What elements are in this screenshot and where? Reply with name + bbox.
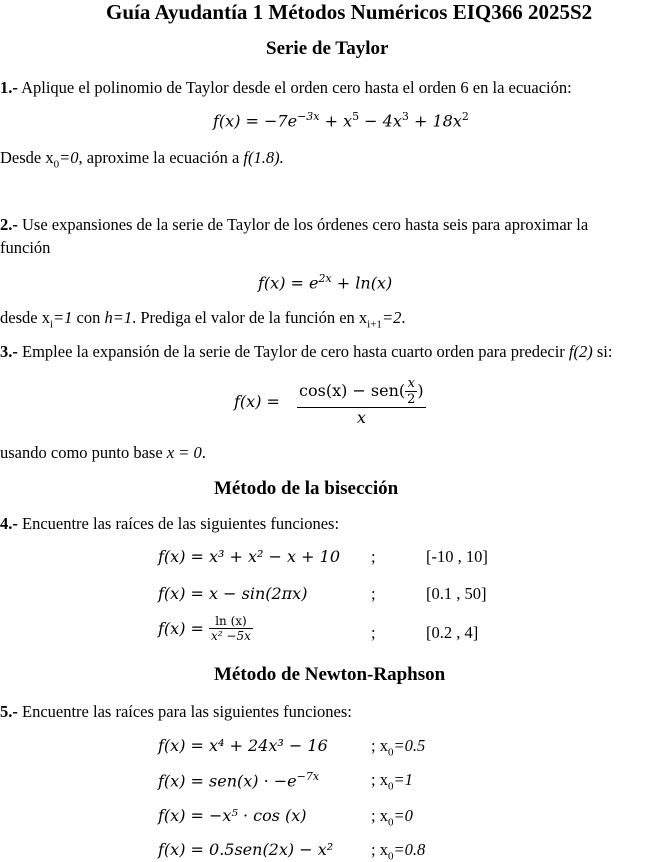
- problem-5-row-1: f(x) = x⁴ + 24x³ − 16: [158, 736, 328, 755]
- problem-4-row-1-separator: ;: [371, 547, 376, 566]
- problem-5-row-1-start: ; $x_0=0.5$: [371, 736, 426, 759]
- problem-5-statement: 5.- Encuentre las raíces para las siguientes funciones:: [0, 702, 352, 721]
- section-heading-newton: Método de Newton-Raphson: [214, 664, 446, 685]
- problem-2-statement: 2.- Use expansiones de la serie de Taylor de los órdenes cero hasta seis para aproximar la: [0, 215, 589, 234]
- problem-5-row-3: f(x) = −x⁵ · cos (x): [158, 806, 307, 825]
- problem-4-number: 4.-: [0, 514, 18, 533]
- problem-1-number: 1.-: [0, 78, 18, 97]
- problem-1-text: Aplique el polinomio de Taylor desde el orden cero hasta el orden 6 en la ecuación:: [17, 78, 572, 97]
- problem-2-statement-cont: función: [0, 238, 51, 257]
- problem-4-row-1-interval: [-10 , 10]: [426, 547, 488, 566]
- problem-4-row-3-separator: ;: [371, 623, 376, 642]
- problem-5-row-2: $f(x) = sen(x) \cdot -e^{-7x}$: [158, 770, 320, 791]
- problem-5-row-4: f(x) = 0.5sen(2x) − x²: [158, 840, 334, 859]
- problem-4-row-1: f(x) = x³ + x² − x + 10: [158, 547, 340, 566]
- problem-3-description: usando como punto base x = 0.: [0, 443, 206, 462]
- problem-1-description: Desde $x_0=0$, aproxime la ecuación a f(1.8).: [0, 148, 284, 171]
- problem-5-row-3-start: ; $x_0=0$: [371, 806, 413, 829]
- problem-5-row-4-start: ; $x_0=0.8$: [371, 840, 426, 862]
- problem-4-row-3: f(x) = $\frac{\ln (x)}{\text{x² −5x}}$: [158, 614, 251, 643]
- page-title: Guía Ayudantía 1 Métodos Numéricos EIQ366 2025S2: [106, 0, 593, 24]
- problem-4-row-2-separator: ;: [371, 584, 376, 603]
- problem-4-row-2-interval: [0.1 , 50]: [426, 584, 487, 603]
- problem-2-number: 2.-: [0, 215, 18, 234]
- problem-2-description: desde $x_i=1$ con h=1. Prediga el valor de la función en $x_{i+1}=2$.: [0, 308, 406, 331]
- problem-2-equation: $f(x) = e^{2x} + \ln(x)$: [258, 272, 393, 293]
- problem-1-equation: $f(x) = -7e^{-3x} + x^5 - 4x^3 + 18x^2$: [213, 110, 469, 131]
- problem-3-number: 3.-: [0, 342, 18, 361]
- problem-4-statement: 4.- Encuentre las raíces de las siguientes funciones:: [0, 514, 340, 533]
- problem-1-statement: [0, 78, 572, 98]
- problem-4-row-2: f(x) = x − sin(2πx): [158, 584, 308, 603]
- problem-3-equation: f(x) = cos(x) − sen( $\frac{x}{2}$ ) x: [234, 376, 424, 427]
- section-heading-bisection: Método de la bisección: [214, 478, 399, 499]
- problem-3-statement: 3.- Emplee la expansión de la serie de Taylor de cero hasta cuarto orden para predecir f(2) si:: [0, 342, 613, 361]
- problem-4-row-3-interval: [0.2 , 4]: [426, 623, 479, 642]
- problem-5-row-2-start: ; $x_0=1$: [371, 770, 413, 793]
- problem-3-fraction: cos(x) − sen( $\frac{x}{2}$ ) x: [299, 376, 424, 427]
- section-heading-taylor: Serie de Taylor: [266, 38, 389, 59]
- problem-5-number: 5.-: [0, 702, 18, 721]
